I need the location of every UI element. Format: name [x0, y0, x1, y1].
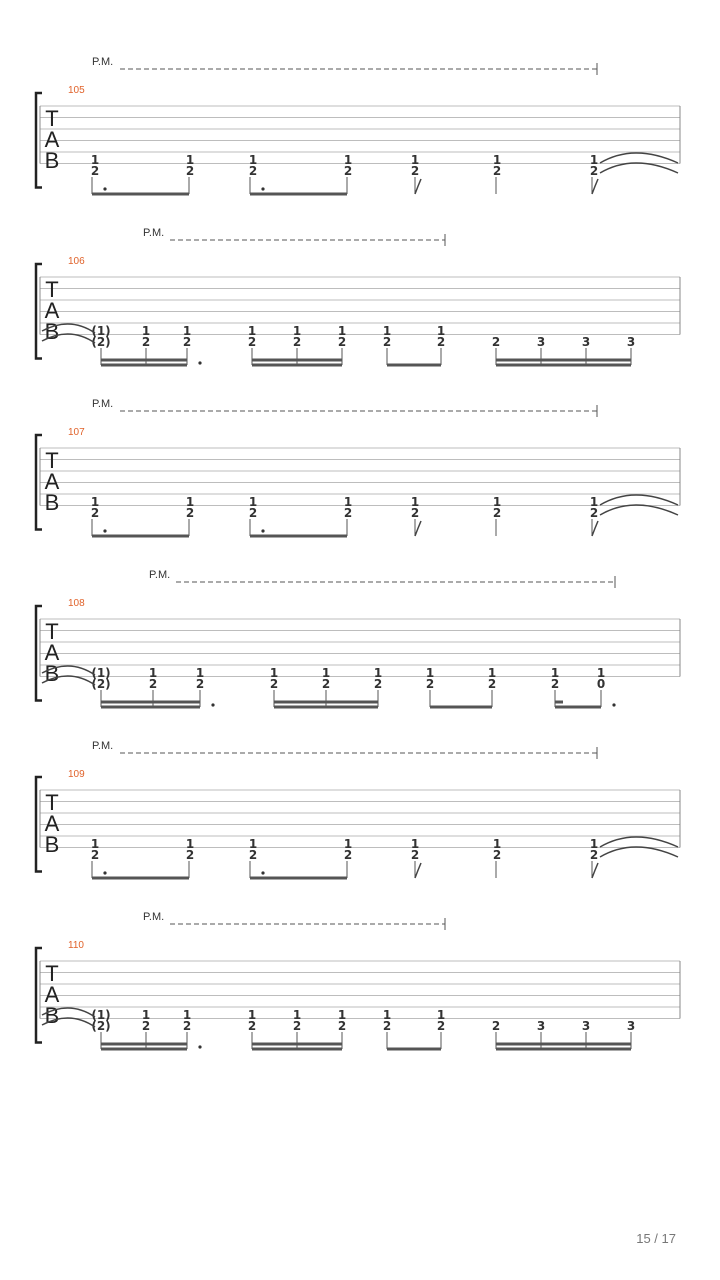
beam — [430, 706, 492, 709]
beam — [250, 193, 347, 196]
beam — [387, 364, 441, 367]
beam — [250, 535, 347, 538]
fret-number: 2 — [90, 164, 100, 178]
fret-number: 2 — [343, 848, 353, 862]
fret-number: 2 — [148, 677, 158, 691]
tab-clef-letter: A — [44, 982, 60, 1007]
tab-clef-letter: B — [44, 319, 60, 344]
fret-number: 2 — [492, 506, 502, 520]
fret-number: 1 — [589, 153, 599, 167]
tab-clef-letter: T — [45, 277, 59, 302]
tab-clef-letter: B — [44, 661, 60, 686]
beam — [252, 359, 342, 362]
fret-number: 1 — [185, 153, 195, 167]
rhythm-dot — [198, 361, 201, 364]
note-flag — [415, 863, 421, 878]
fret-number: 2 — [292, 1019, 302, 1033]
beam — [101, 1048, 187, 1051]
fret-number: 2 — [550, 677, 560, 691]
fret-number: 1 — [425, 666, 435, 680]
fret-number: 2 — [491, 1019, 501, 1033]
fret-number: (2) — [91, 335, 111, 349]
fret-number: 1 — [182, 324, 192, 338]
fret-number: 2 — [90, 848, 100, 862]
bar-number: 107 — [68, 427, 85, 438]
beam — [496, 1043, 631, 1046]
beam — [250, 877, 347, 880]
beam — [92, 193, 189, 196]
fret-number: 2 — [182, 1019, 192, 1033]
fret-number: 2 — [436, 335, 446, 349]
note-flag — [592, 863, 598, 878]
fret-number: 2 — [425, 677, 435, 691]
bar-number: 109 — [68, 769, 85, 780]
beam — [101, 1043, 187, 1046]
fret-number: 2 — [185, 164, 195, 178]
fret-number: 1 — [337, 1008, 347, 1022]
fret-number: 2 — [182, 335, 192, 349]
tie-arc — [600, 505, 678, 515]
palm-mute-label: P.M. — [143, 227, 165, 239]
fret-number: 1 — [589, 495, 599, 509]
rhythm-dot — [103, 529, 106, 532]
fret-number: 1 — [436, 1008, 446, 1022]
bar-number: 110 — [68, 940, 84, 951]
beam — [555, 706, 601, 709]
tab-clef-letter: A — [44, 811, 60, 836]
fret-number: 2 — [410, 164, 420, 178]
fret-number: 2 — [269, 677, 279, 691]
fret-number: 1 — [90, 495, 100, 509]
fret-number: 2 — [247, 335, 257, 349]
fret-number: 1 — [410, 153, 420, 167]
rhythm-dot — [261, 529, 264, 532]
beam — [496, 364, 631, 367]
tie-arc — [600, 163, 678, 173]
fret-number: 1 — [185, 495, 195, 509]
fret-number: (2) — [91, 677, 111, 691]
tab-system-106 — [36, 227, 680, 367]
fret-number: 1 — [90, 837, 100, 851]
beam — [101, 359, 187, 362]
fret-number: 1 — [141, 324, 151, 338]
tab-clef-letter: A — [44, 127, 60, 152]
fret-number: 2 — [185, 506, 195, 520]
note-flag — [592, 179, 598, 194]
rhythm-dot — [103, 187, 106, 190]
beam — [555, 701, 563, 704]
fret-number: 1 — [90, 153, 100, 167]
fret-number: 1 — [410, 495, 420, 509]
beam — [252, 364, 342, 367]
beam — [92, 877, 189, 880]
fret-number: 0 — [596, 677, 606, 691]
fret-number: 1 — [185, 837, 195, 851]
bar-number: 106 — [68, 256, 85, 267]
tab-system-108 — [36, 569, 680, 709]
beam — [274, 706, 378, 709]
rhythm-dot — [612, 703, 615, 706]
beam — [101, 364, 187, 367]
fret-number: 1 — [292, 1008, 302, 1022]
tie-arc — [600, 837, 678, 847]
fret-number: 1 — [550, 666, 560, 680]
fret-number: 2 — [343, 164, 353, 178]
fret-number: 1 — [382, 324, 392, 338]
fret-number: 1 — [589, 837, 599, 851]
fret-number: 1 — [337, 324, 347, 338]
fret-number: 2 — [373, 677, 383, 691]
tab-system-110 — [36, 911, 680, 1051]
palm-mute-label: P.M. — [92, 398, 114, 410]
fret-number: 2 — [141, 1019, 151, 1033]
fret-number: 2 — [185, 848, 195, 862]
fret-number: 1 — [248, 837, 258, 851]
note-flag — [415, 521, 421, 536]
fret-number: 1 — [382, 1008, 392, 1022]
fret-number: 2 — [491, 335, 501, 349]
fret-number: 2 — [195, 677, 205, 691]
fret-number: 3 — [581, 1019, 591, 1033]
tab-system-109 — [36, 740, 680, 880]
rhythm-dot — [261, 187, 264, 190]
fret-number: 2 — [410, 848, 420, 862]
fret-number: 3 — [626, 1019, 636, 1033]
fret-number: 2 — [337, 335, 347, 349]
fret-number: 1 — [343, 495, 353, 509]
fret-number: 3 — [536, 1019, 546, 1033]
fret-number: 1 — [373, 666, 383, 680]
fret-number: 2 — [436, 1019, 446, 1033]
fret-number: 1 — [247, 324, 257, 338]
fret-number: 1 — [247, 1008, 257, 1022]
fret-number: 1 — [148, 666, 158, 680]
fret-number: 1 — [141, 1008, 151, 1022]
fret-number: 1 — [248, 495, 258, 509]
fret-number: 1 — [596, 666, 606, 680]
fret-number: 2 — [487, 677, 497, 691]
fret-number: 1 — [269, 666, 279, 680]
fret-number: (1) — [91, 324, 111, 338]
fret-number: (1) — [91, 666, 111, 680]
fret-number: 2 — [410, 506, 420, 520]
fret-number: 2 — [589, 506, 599, 520]
bar-number: 108 — [68, 598, 85, 609]
rhythm-dot — [198, 1045, 201, 1048]
fret-number: 2 — [90, 506, 100, 520]
beam — [387, 1048, 441, 1051]
fret-number: 2 — [337, 1019, 347, 1033]
tab-system-107 — [36, 398, 680, 538]
fret-number: 1 — [343, 837, 353, 851]
bar-number: 105 — [68, 85, 85, 96]
fret-number: 2 — [321, 677, 331, 691]
fret-number: 1 — [182, 1008, 192, 1022]
palm-mute-label: P.M. — [149, 569, 171, 581]
fret-number: 1 — [248, 153, 258, 167]
tab-clef-letter: B — [44, 148, 60, 173]
fret-number: 2 — [382, 335, 392, 349]
fret-number: 2 — [343, 506, 353, 520]
fret-number: 2 — [248, 164, 258, 178]
tab-clef-letter: T — [45, 106, 59, 131]
rhythm-dot — [261, 871, 264, 874]
tab-clef-letter: T — [45, 961, 59, 986]
beam — [496, 1048, 631, 1051]
beam — [252, 1043, 342, 1046]
tie-arc — [600, 495, 678, 505]
tab-clef-letter: T — [45, 448, 59, 473]
tab-clef-letter: T — [45, 790, 59, 815]
tab-clef-letter: B — [44, 490, 60, 515]
beam — [252, 1048, 342, 1051]
fret-number: 1 — [492, 837, 502, 851]
beam — [101, 701, 200, 704]
fret-number: 2 — [292, 335, 302, 349]
beam — [496, 359, 631, 362]
fret-number: 2 — [141, 335, 151, 349]
palm-mute-label: P.M. — [143, 911, 165, 923]
fret-number: 3 — [626, 335, 636, 349]
fret-number: 2 — [248, 506, 258, 520]
tie-arc — [600, 847, 678, 857]
tab-system-105 — [36, 56, 680, 196]
fret-number: (2) — [91, 1019, 111, 1033]
palm-mute-label: P.M. — [92, 740, 114, 752]
fret-number: 2 — [589, 164, 599, 178]
tab-clef-letter: B — [44, 832, 60, 857]
tab-clef-letter: A — [44, 469, 60, 494]
fret-number: 1 — [492, 153, 502, 167]
fret-number: 1 — [343, 153, 353, 167]
tab-clef-letter: T — [45, 619, 59, 644]
beam — [92, 535, 189, 538]
fret-number: 3 — [581, 335, 591, 349]
tab-clef-letter: A — [44, 640, 60, 665]
fret-number: 2 — [382, 1019, 392, 1033]
page-indicator: 15 / 17 — [636, 1231, 676, 1246]
tab-clef-letter: A — [44, 298, 60, 323]
fret-number: 1 — [487, 666, 497, 680]
beam — [274, 701, 378, 704]
fret-number: 2 — [492, 848, 502, 862]
fret-number: 1 — [195, 666, 205, 680]
fret-number: 2 — [248, 848, 258, 862]
fret-number: 2 — [492, 164, 502, 178]
fret-number: 3 — [536, 335, 546, 349]
fret-number: 1 — [321, 666, 331, 680]
fret-number: 2 — [589, 848, 599, 862]
rhythm-dot — [103, 871, 106, 874]
fret-number: (1) — [91, 1008, 111, 1022]
fret-number: 1 — [292, 324, 302, 338]
fret-number: 1 — [436, 324, 446, 338]
fret-number: 2 — [247, 1019, 257, 1033]
tie-arc — [600, 153, 678, 163]
note-flag — [415, 179, 421, 194]
palm-mute-label: P.M. — [92, 56, 114, 68]
fret-number: 1 — [410, 837, 420, 851]
note-flag — [592, 521, 598, 536]
beam — [101, 706, 200, 709]
tab-clef-letter: B — [44, 1003, 60, 1028]
rhythm-dot — [211, 703, 214, 706]
fret-number: 1 — [492, 495, 502, 509]
